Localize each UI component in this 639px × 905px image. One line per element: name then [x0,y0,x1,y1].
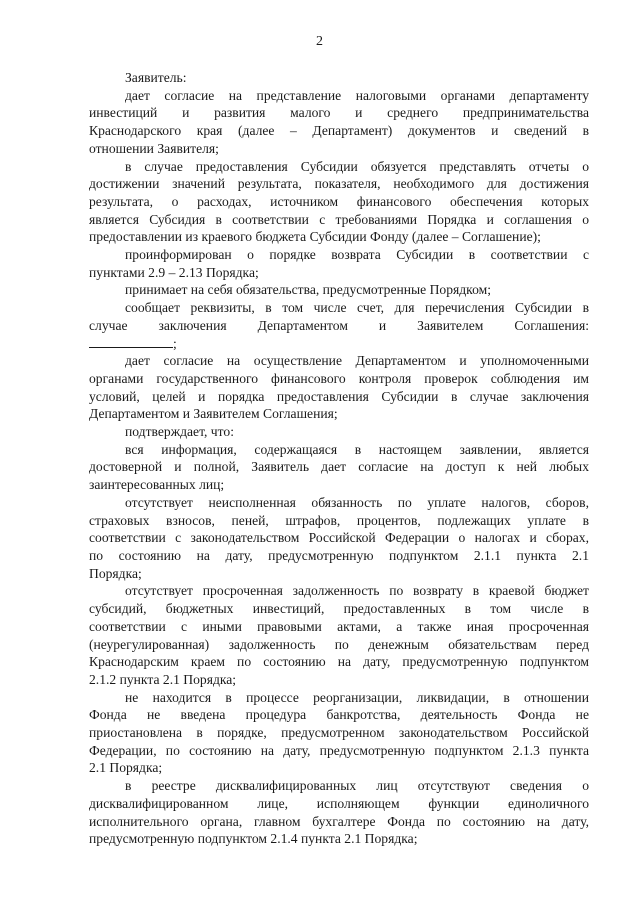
paragraph [89,87,589,158]
paragraph-line: дает согласие на представление налоговыми органами департаменту [125,87,589,103]
paragraph-line: отсутствует просроченная задолженность по возврату в краевой бюджет [125,583,589,599]
paragraph-line: дисквалифицированном лице, исполняющем функции единоличного [89,795,589,811]
blank-underline [89,335,173,348]
paragraph [89,689,589,778]
paragraph-line: Фонда не введена процедура банкротства, деятельность Фонда не [89,707,589,723]
paragraph [89,777,589,848]
paragraph-line: приостановлена в порядке, предусмотренном законодательством Российской [89,725,589,741]
paragraph [89,158,589,247]
paragraph-line: подтверждает, что: [125,424,234,440]
paragraph [89,494,589,583]
paragraph-line: инвестиций и развития малого и среднего предпринимательства [89,105,589,121]
paragraph-line: 2.1 Порядка; [89,760,163,776]
paragraph-line: дает согласие на осуществление Департаментом и уполномоченными [125,353,589,369]
paragraph-line: органами государственного финансового контроля проверок соблюдения им [89,370,589,386]
paragraph-line: страховых взносов, пеней, штрафов, процентов, подлежащих уплате в [89,512,589,528]
paragraph-line: условий, целей и порядка предоставления Субсидии в случае заключения [89,388,589,404]
paragraph-line: сообщает реквизиты, в том числе счет, для перечисления Субсидии в [125,300,589,316]
paragraph [89,441,589,494]
paragraph [89,582,589,688]
paragraph-line: Федерации, по состоянию на дату, предусмотренную подпунктом 2.1.3 пункта [89,742,589,758]
paragraph-line: (неурегулированная) задолженность по денежным обязательствам перед [89,636,589,652]
paragraph-line: исполнительного органа, главном бухгалтере Фонда по состоянию на дату, [89,813,589,829]
paragraph-line: Заявитель: [125,70,187,85]
paragraph-line: не находится в процессе реорганизации, ликвидации, в отношении [125,689,589,705]
paragraph-line: Департаментом и Заявителем Соглашения; [89,406,338,422]
paragraph-line: в случае предоставления Субсидии обязуется представлять отчеты о [125,158,589,174]
paragraph-line: Краснодарским краем по состоянию на дату, предусмотренную подпунктом [89,654,589,670]
paragraph [89,299,589,352]
paragraph-line: Краснодарского края (далее – Департамент) документов и сведений в [89,123,589,139]
paragraph-line: заинтересованных лиц; [89,477,225,493]
paragraph-line: пунктами 2.9 – 2.13 Порядка; [89,264,259,280]
paragraph-line: в реестре дисквалифицированных лиц отсутствуют сведения о [125,778,589,794]
paragraph [89,246,589,281]
paragraph-line: Порядка; [89,565,142,581]
paragraph [89,423,589,441]
paragraph-line: отношении Заявителя; [89,140,219,156]
blank-fill-line [89,335,589,353]
paragraph [89,69,589,87]
paragraph-line: достижении значений результата, показателя, необходимого для достижения [89,176,589,192]
paragraph-line: по состоянию на дату, предусмотренную подпунктом 2.1.1 пункта 2.1 [89,547,589,563]
page-number: 2 [316,34,323,49]
paragraph-line: проинформирован о порядке возврата Субсидии в соответствии с [125,247,589,263]
paragraph-line: случае заключения Департаментом и Заявителем Соглашения: [89,317,589,333]
document-body [89,69,589,848]
paragraph [89,281,589,299]
paragraph-line: субсидий, бюджетных инвестиций, предоставленных в том числе в [89,601,589,617]
paragraph-line: предоставлении из краевого бюджета Субсидии Фонду (далее – Соглашение); [89,229,541,245]
paragraph-line: достоверной и полной, Заявитель дает согласие на доступ к ней любых [89,459,589,475]
paragraph-line: предусмотренную подпунктом 2.1.4 пункта 2.1 Порядка; [89,831,418,847]
paragraph [89,352,589,423]
blank-suffix: ; [173,335,177,351]
paragraph-line: отсутствует неисполненная обязанность по уплате налогов, сборов, [125,494,589,510]
paragraph-line: принимает на себя обязательства, предусмотренные Порядком; [125,282,492,298]
paragraph-line: вся информация, содержащаяся в настоящем заявлении, является [125,441,589,457]
paragraph-line: 2.1.2 пункта 2.1 Порядка; [89,671,237,687]
paragraph-line: соответствии с законодательством Российской Федерации о налогах и сборах, [89,530,589,546]
paragraph-line: является Субсидия в соответствии с требованиями Порядка и соглашения о [89,211,589,227]
paragraph-line: результата, о расходах, источником финансового обеспечения которых [89,193,589,209]
paragraph-line: соответствии с иными правовыми актами, а также иная просроченная [89,618,589,634]
